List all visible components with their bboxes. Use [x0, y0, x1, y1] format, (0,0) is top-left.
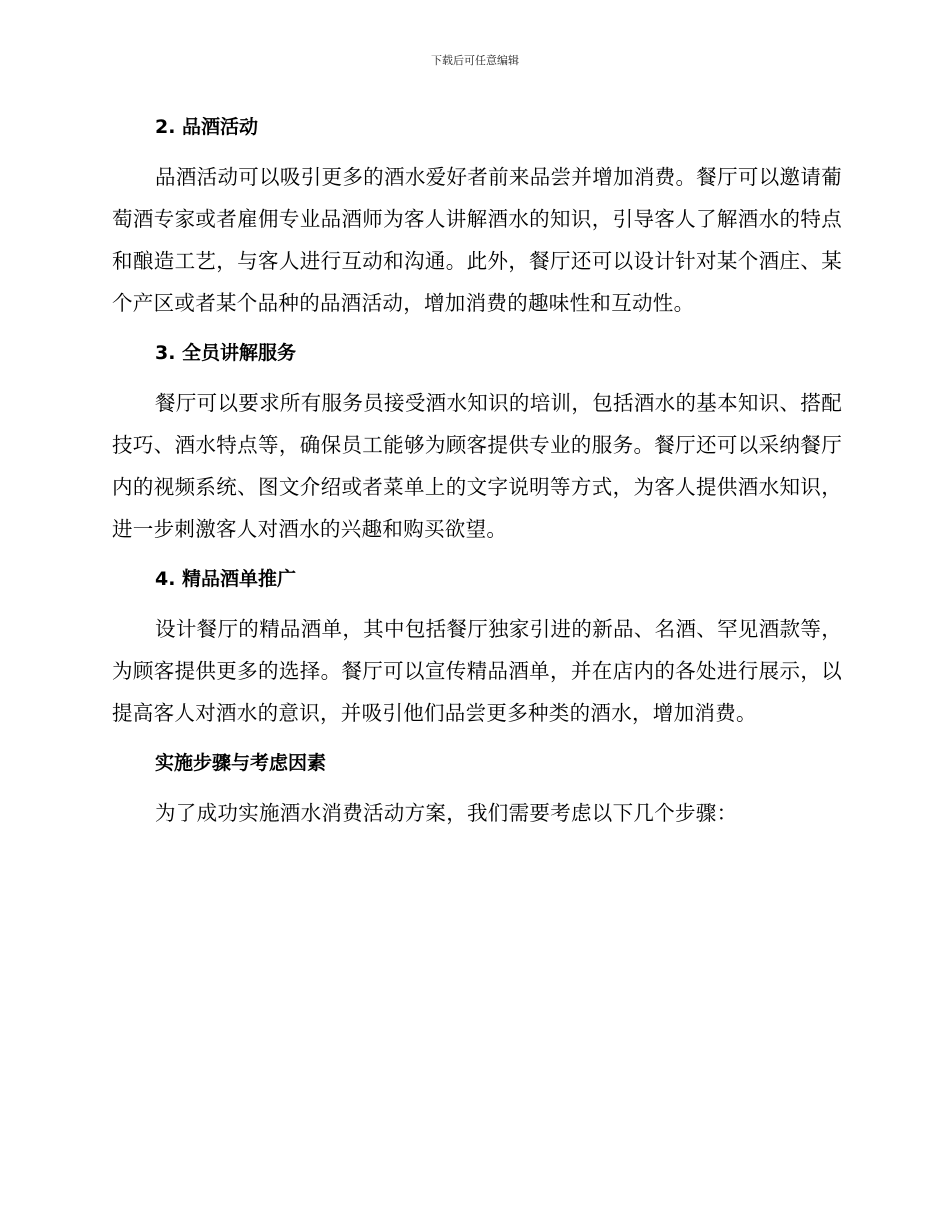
section-heading-wine-tasting: 2. 品酒活动	[155, 116, 259, 138]
section-heading-premium-wine-list: 4. 精品酒单推广	[155, 568, 297, 590]
section-heading-implementation: 实施步骤与考虑因素	[155, 752, 327, 774]
section-paragraph-staff-explanation: 餐厅可以要求所有服务员接受酒水知识的培训，包括酒水的基本知识、搭配技巧、酒水特点等，确保员工能够为顾客提供专业的服务。餐厅还可以采纳餐厅内的视频系统、图文介绍或者菜单上的文字说明等方式，为客人提供酒水知识，进一步刺激客人对酒水的兴趣和购买欲望。	[112, 391, 842, 541]
document-body	[112, 110, 842, 834]
section-paragraph-wine-tasting: 品酒活动可以吸引更多的酒水爱好者前来品尝并增加消费。餐厅可以邀请葡萄酒专家或者雇佣专业品酒师为客人讲解酒水的知识，引导客人了解酒水的特点和酿造工艺，与客人进行互动和沟通。此外，餐厅还可以设计针对某个酒庄、某个产区或者某个品种的品酒活动，增加消费的趣味性和互动性。	[112, 165, 842, 315]
section-paragraph-implementation: 为了成功实施酒水消费活动方案，我们需要考虑以下几个步骤：	[155, 801, 738, 825]
section-heading-staff-explanation: 3. 全员讲解服务	[155, 342, 297, 364]
section-paragraph-premium-wine-list: 设计餐厅的精品酒单，其中包括餐厅独家引进的新品、名酒、罕见酒款等，为顾客提供更多的选择。餐厅可以宣传精品酒单，并在店内的各处进行展示，以提高客人对酒水的意识，并吸引他们品尝更多种类的酒水，增加消费。	[112, 617, 842, 725]
page-header: 下载后可任意编辑	[431, 54, 519, 67]
